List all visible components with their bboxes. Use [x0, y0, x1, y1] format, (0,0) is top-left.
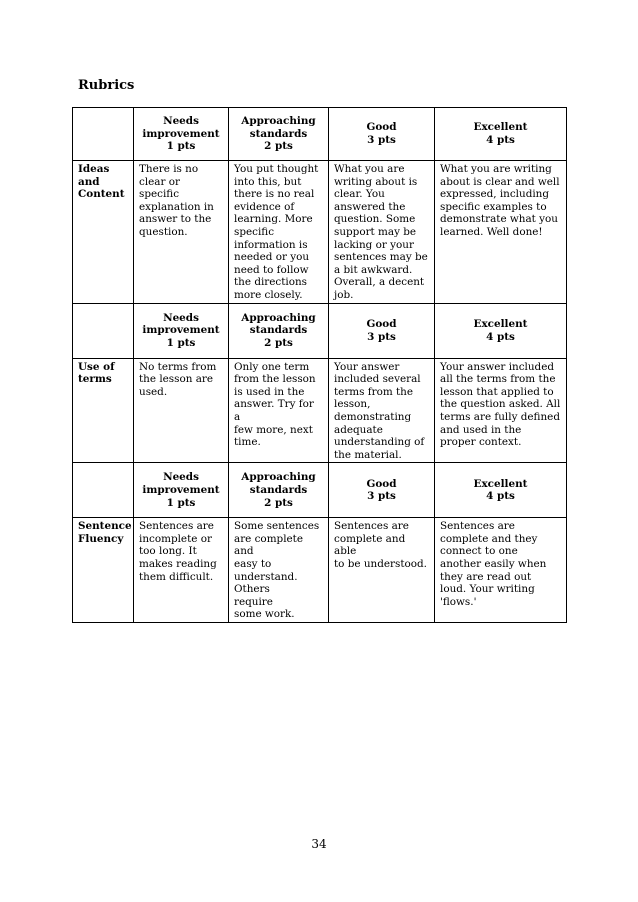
description-line: another easily when — [440, 558, 547, 571]
level-title-line: 2 pts — [264, 336, 293, 349]
level-title-line: standards — [249, 127, 308, 140]
level-title-line: Needs — [163, 471, 199, 484]
level-header-cell — [435, 108, 567, 161]
level-header-cell — [134, 463, 229, 518]
criterion-name-line: and — [78, 175, 100, 188]
level-description-cell — [134, 161, 229, 304]
level-title-line: 2 pts — [264, 496, 293, 509]
description-line: Your answer included — [440, 360, 555, 373]
description-line: answer to the — [139, 213, 212, 226]
description-line: question. — [139, 225, 188, 238]
description-line: time. — [234, 436, 261, 449]
description-line: demonstrate what you — [440, 213, 558, 226]
description-line: specific — [234, 225, 275, 238]
description-line: What you are writing — [440, 163, 552, 175]
criterion-name-line: Sentence — [78, 520, 132, 533]
level-title-line: standards — [249, 483, 308, 496]
level-header-cell — [329, 108, 435, 161]
page-heading: Rubrics — [78, 78, 135, 93]
criterion-name-line: terms — [78, 373, 112, 386]
description-line: You put thought — [234, 163, 319, 175]
description-line: Only one term — [234, 360, 310, 373]
level-title-line: 4 pts — [486, 134, 515, 146]
rubric-body — [73, 108, 567, 623]
description-line: all the terms from the — [440, 373, 556, 386]
criterion-name-line: Content — [78, 188, 125, 201]
description-line: there is no real — [234, 188, 315, 201]
level-description-cell — [134, 518, 229, 623]
description-line: question. Some — [334, 213, 416, 226]
description-line: adequate — [334, 423, 383, 436]
description-line: No terms from — [139, 360, 217, 373]
description-line: loud. Your writing — [440, 583, 535, 596]
level-title-line: Approaching — [241, 311, 316, 324]
description-line: included several — [334, 373, 421, 386]
level-description-cell — [435, 161, 567, 304]
description-line: terms are fully defined — [440, 410, 560, 423]
criterion-name-line: Ideas — [78, 163, 110, 175]
level-title-line: 3 pts — [367, 134, 396, 146]
blank-header-cell — [73, 303, 134, 358]
description-line: complete and able — [334, 532, 406, 558]
description-line: answered the — [334, 200, 406, 213]
level-title-line: 1 pts — [166, 140, 196, 153]
description-line: them difficult. — [139, 570, 214, 583]
level-description-cell — [435, 358, 567, 463]
description-line: into this, but — [234, 175, 302, 188]
description-line: information is — [234, 238, 308, 251]
description-line: more closely. — [234, 288, 303, 301]
level-header-cell — [329, 463, 435, 518]
level-title-line: Good — [366, 477, 397, 490]
level-header-row — [73, 463, 567, 518]
description-line: Some sentences — [234, 520, 320, 533]
description-line: terms from the — [334, 385, 414, 398]
level-header-cell — [435, 303, 567, 358]
description-line: the lesson are — [139, 373, 214, 386]
description-line: complete and they — [440, 532, 538, 545]
description-line: What you are — [334, 163, 405, 175]
level-title-line: 1 pts — [166, 336, 196, 349]
description-line: Sentences are — [440, 520, 515, 533]
description-line: some work. — [234, 608, 295, 621]
level-description-cell — [435, 518, 567, 623]
description-line: understanding of — [334, 436, 425, 449]
description-line: need to follow — [234, 263, 309, 276]
blank-header-cell — [73, 463, 134, 518]
description-line: the directions — [234, 276, 308, 289]
description-line: needed or you — [234, 251, 310, 264]
level-title-line: standards — [249, 324, 308, 337]
description-line: 'flows.' — [440, 595, 477, 608]
level-title-line: Approaching — [241, 471, 316, 484]
description-line: too long. It — [139, 545, 197, 558]
description-line: job. — [334, 288, 354, 301]
level-description-cell — [229, 161, 329, 304]
level-header-cell — [329, 303, 435, 358]
description-line: learned. Well done! — [440, 225, 543, 238]
level-title-line: Needs — [163, 115, 199, 128]
level-header-cell — [134, 108, 229, 161]
level-description-cell — [329, 161, 435, 304]
description-line: lacking or your — [334, 238, 414, 251]
level-header-row — [73, 108, 567, 161]
level-title-line: Excellent — [473, 317, 528, 330]
description-line: clear or specific — [139, 175, 180, 201]
description-line: incomplete or — [139, 532, 212, 545]
description-line: is used in the — [234, 385, 305, 398]
level-title-line: Good — [366, 121, 397, 134]
level-title-line: Approaching — [241, 115, 316, 128]
level-title-line: 1 pts — [166, 496, 196, 509]
description-line: about is clear and well — [440, 175, 560, 188]
level-header-cell — [229, 108, 329, 161]
page-number: 34 — [311, 837, 327, 851]
criterion-row — [73, 161, 567, 304]
level-title-line: Good — [366, 317, 397, 330]
description-line: Sentences are — [334, 520, 409, 533]
level-header-row — [73, 303, 567, 358]
description-line: the question asked. All — [440, 398, 561, 411]
level-title-line: 4 pts — [486, 490, 515, 503]
criterion-name-cell — [73, 518, 134, 623]
level-title-line: 3 pts — [367, 330, 396, 343]
description-line: clear. You — [334, 188, 385, 201]
description-line: Your answer — [334, 360, 400, 373]
description-line: lesson, — [334, 398, 371, 411]
rubric-table — [72, 107, 567, 623]
description-line: used. — [139, 385, 168, 398]
description-line: a bit awkward. — [334, 263, 413, 276]
description-line: from the lesson — [234, 373, 316, 386]
description-line: understand. — [234, 570, 298, 583]
level-header-cell — [134, 303, 229, 358]
level-description-cell — [329, 518, 435, 623]
description-line: easy to — [234, 558, 272, 571]
level-description-cell — [134, 358, 229, 463]
description-line: evidence of — [234, 200, 295, 213]
description-line: connect to one — [440, 545, 518, 558]
description-line: and used in the — [440, 423, 522, 436]
description-line: lesson that applied to — [440, 385, 554, 398]
description-line: Sentences are — [139, 520, 214, 533]
description-line: to be understood. — [334, 558, 427, 571]
blank-header-cell — [73, 108, 134, 161]
criterion-name-line: Use of — [78, 360, 115, 373]
description-line: demonstrating — [334, 410, 412, 423]
level-title-line: 3 pts — [367, 490, 396, 503]
level-description-cell — [329, 358, 435, 463]
criterion-row — [73, 358, 567, 463]
description-line: specific examples to — [440, 200, 547, 213]
level-description-cell — [229, 358, 329, 463]
description-line: proper context. — [440, 436, 522, 449]
description-line: sentences may be — [334, 251, 428, 264]
description-line: they are read out — [440, 570, 532, 583]
description-line: Others — [234, 583, 270, 596]
level-header-cell — [435, 463, 567, 518]
level-title-line: Excellent — [473, 121, 528, 134]
description-line: few more, next — [234, 423, 313, 436]
level-header-cell — [229, 303, 329, 358]
description-line: answer. Try for a — [234, 398, 314, 423]
level-title-line: improvement — [142, 483, 220, 496]
description-line: learning. More — [234, 213, 313, 226]
description-line: support may be — [334, 225, 417, 238]
level-title-line: Needs — [163, 311, 199, 324]
description-line: makes reading — [139, 558, 217, 571]
criterion-name-cell — [73, 161, 134, 304]
criterion-row — [73, 518, 567, 623]
description-line: the material. — [334, 448, 402, 461]
level-header-cell — [229, 463, 329, 518]
level-title-line: improvement — [142, 324, 220, 337]
description-line: expressed, including — [440, 188, 550, 201]
description-line: explanation in — [139, 200, 214, 213]
criterion-name-line: Fluency — [78, 532, 124, 545]
level-title-line: 2 pts — [264, 140, 293, 153]
description-line: Overall, a decent — [334, 276, 425, 289]
description-line: require — [234, 595, 273, 608]
level-title-line: Excellent — [473, 477, 528, 490]
level-description-cell — [229, 518, 329, 623]
level-title-line: 4 pts — [486, 330, 515, 343]
description-line: writing about is — [334, 175, 418, 188]
criterion-name-cell — [73, 358, 134, 463]
description-line: There is no — [139, 163, 199, 175]
description-line: are complete and — [234, 532, 303, 558]
level-title-line: improvement — [142, 127, 220, 140]
